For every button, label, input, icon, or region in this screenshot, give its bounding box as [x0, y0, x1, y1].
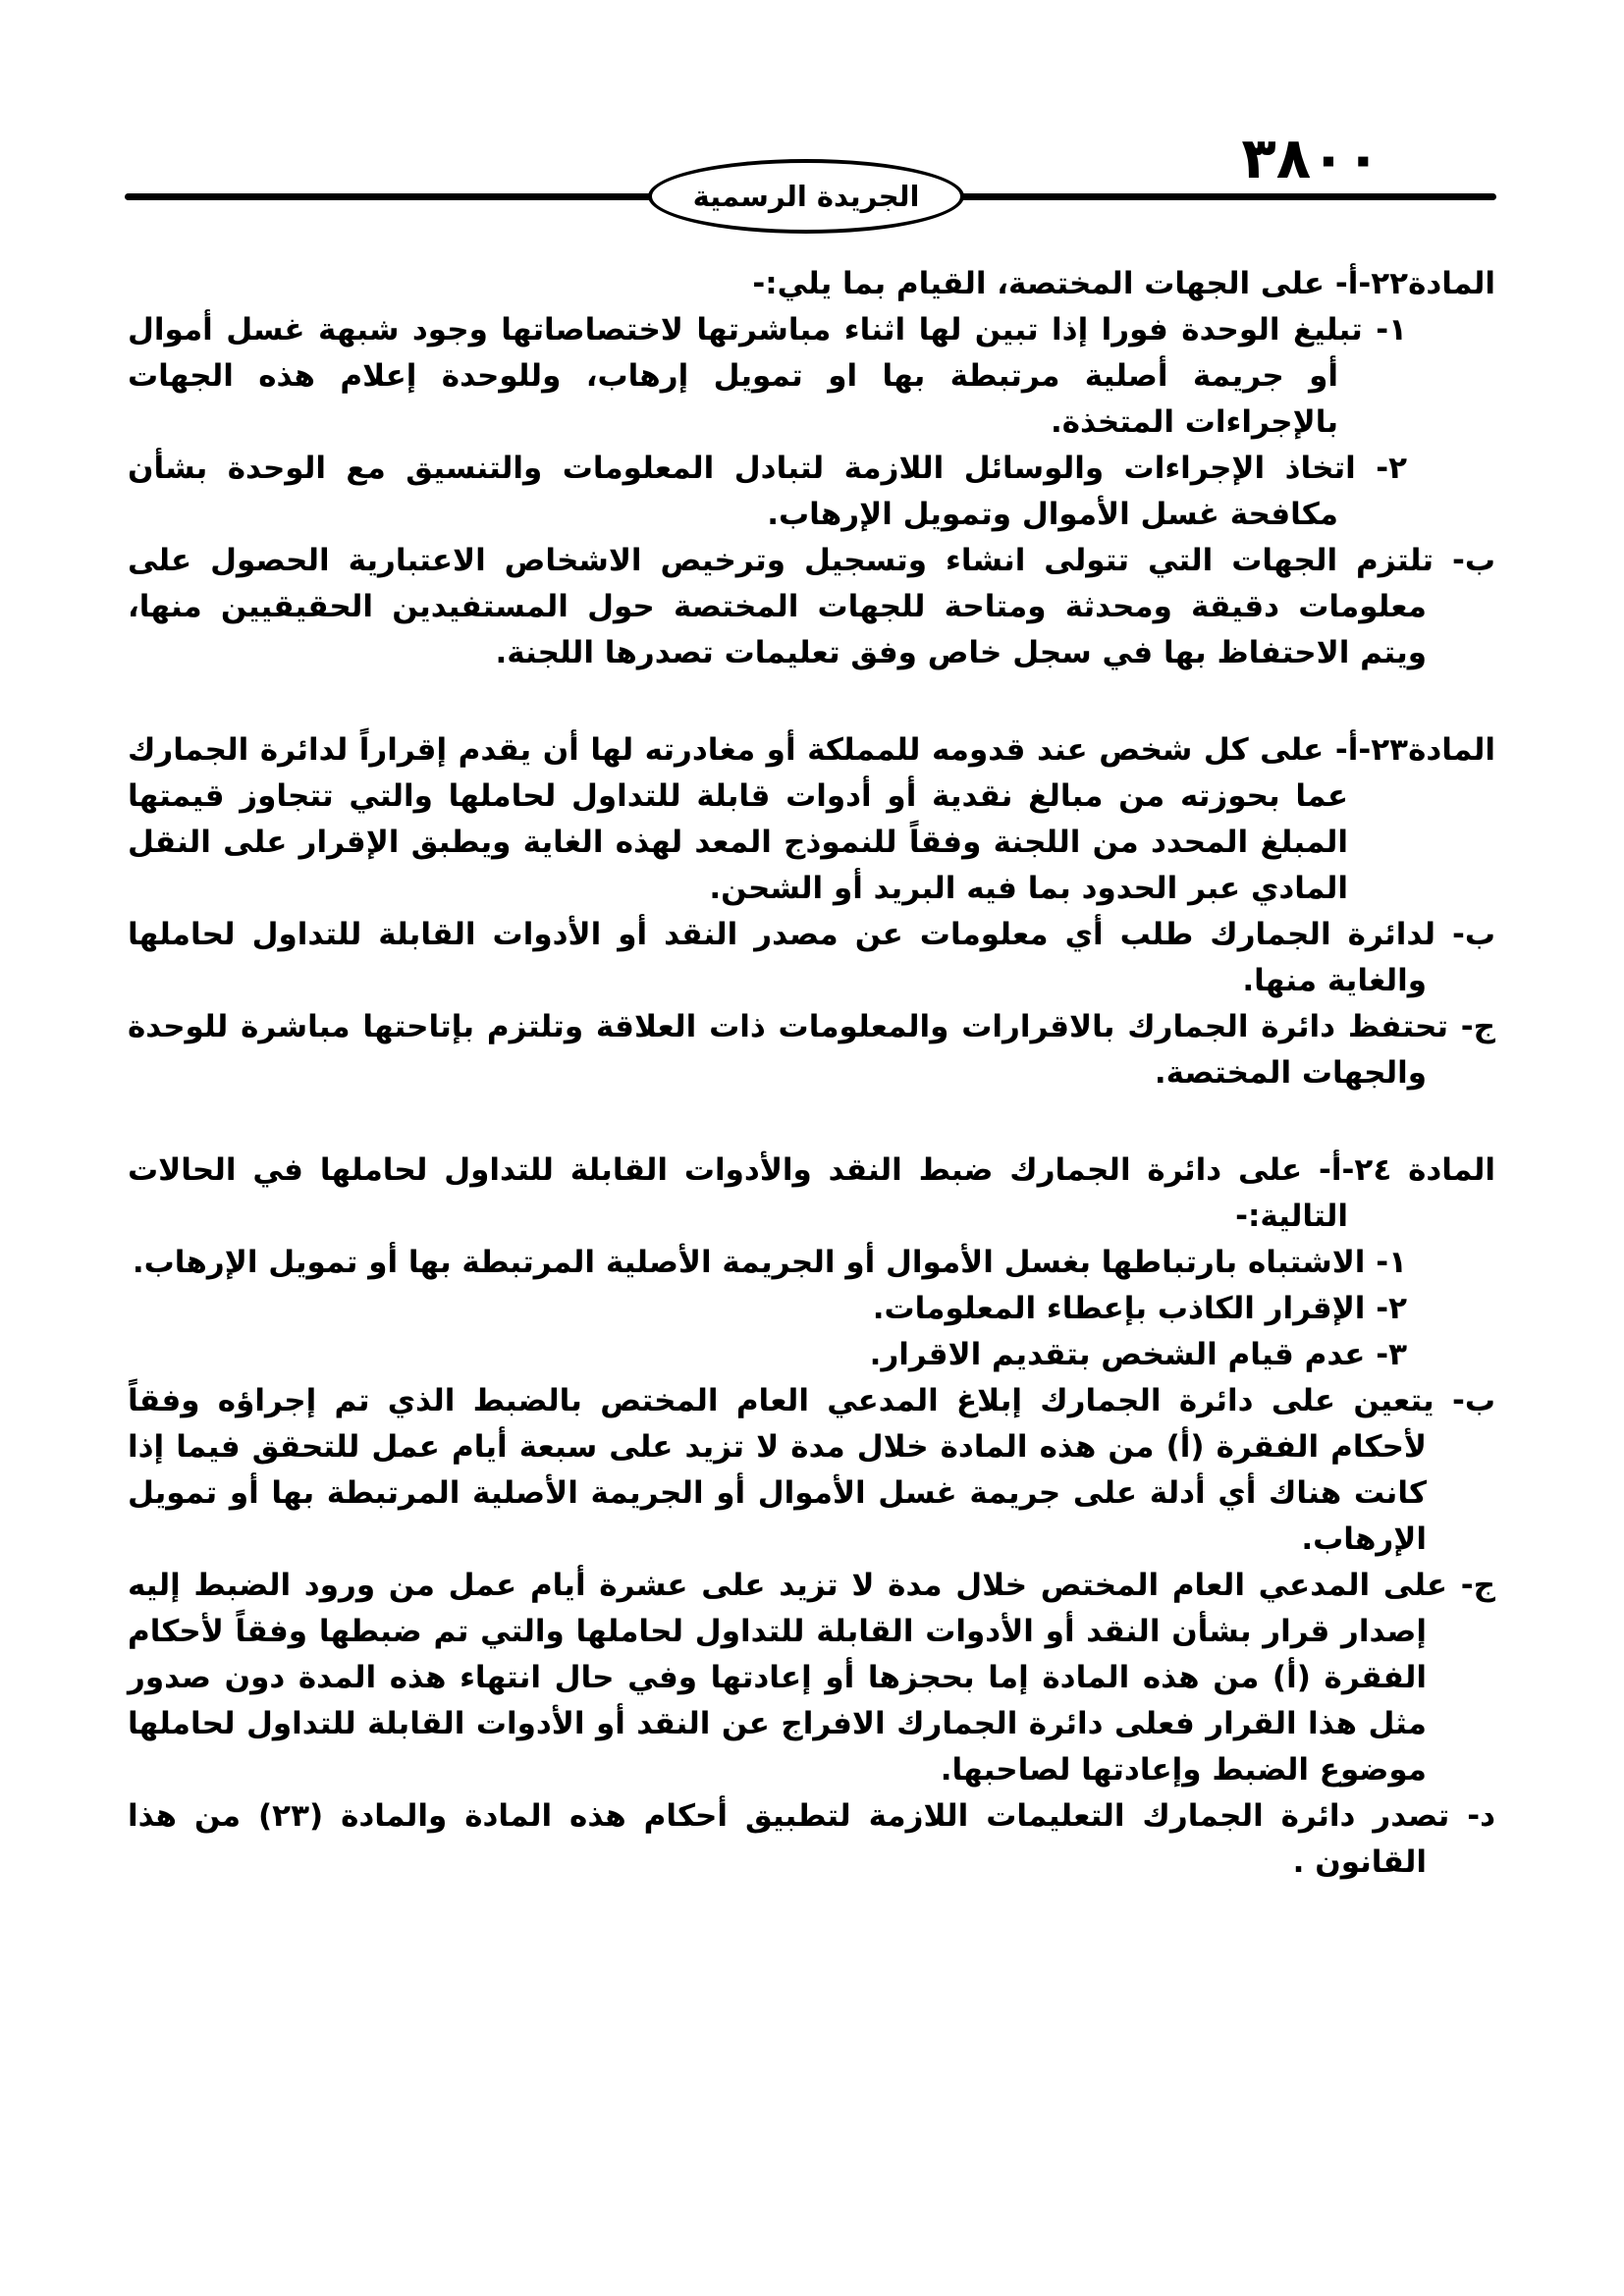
clause-text: على الجهات المختصة، القيام بما يلي:- [752, 266, 1335, 301]
clause-text: تبليغ الوحدة فورا إذا تبين لها اثناء مباشرتها لاختصاصاتها وجود شبهة غسل أموال أو جريمة أصلية مرتبطة بها او تمويل إرهاب، وللوحدة إعلام هذه الجهات بالإجراءات المتخذة. [128, 312, 1377, 440]
clause-label: ٢- [1376, 451, 1407, 486]
clause-text: على المدعي العام المختص خلال مدة لا تزيد على عشرة أيام عمل من ورود الضبط إليه إصدار قرار بشأن النقد أو الأدوات القابلة للتداول لحاملها والتي تم ضبطها وفقاً لأحكام الفقرة (أ) من هذه المادة إما بحجزها أو إعادتها وفي حال انتهاء هذه المدة دون صدور مثل هذا القرار فعلى دائرة الجمارك الافراج عن النقد أو الأدوات القابلة للتداول لحاملها موضوع الضبط وإعادتها لصاحبها. [128, 1568, 1461, 1788]
clause [128, 446, 1495, 538]
clause [128, 727, 1495, 912]
clause-label: المادة٢٢-أ- [1334, 266, 1495, 301]
clause-text: على كل شخص عند قدومه للمملكة أو مغادرته لها أن يقدم إقراراً لدائرة الجمارك عما بحوزته من مبالغ نقدية أو أدوات قابلة للتداول لحاملها والتي تتجاوز قيمتها المبلغ المحدد من اللجنة وفقاً للنموذج المعد لهذه الغاية ويطبق الإقرار على النقل المادي عبر الحدود بما فيه البريد أو الشحن. [128, 732, 1348, 906]
clause [128, 1148, 1495, 1240]
clause-label: ب- [1451, 1383, 1495, 1418]
clause-text: على دائرة الجمارك ضبط النقد والأدوات القابلة للتداول لحاملها في الحالات التالية:- [128, 1152, 1348, 1234]
clause-label: ١- [1376, 312, 1407, 347]
clause-label: ٢- [1376, 1291, 1407, 1326]
clause-text: يتعين على دائرة الجمارك إبلاغ المدعي العام المختص بالضبط الذي تم إجراؤه وفقاً لأحكام الفقرة (أ) من هذه المادة خلال مدة لا تزيد على سبعة أيام عمل للتحقق فيما إذا كانت هناك أي أدلة على جريمة غسل الأموال أو الجريمة الأصلية المرتبطة بها أو تمويل الإرهاب. [128, 1383, 1452, 1557]
clause-text: تحتفظ دائرة الجمارك بالاقرارات والمعلومات ذات العلاقة وتلتزم بإتاحتها مباشرة للوحدة والجهات المختصة. [128, 1009, 1461, 1091]
clause [128, 261, 1495, 307]
clause-text: الإقرار الكاذب بإعطاء المعلومات. [872, 1291, 1377, 1326]
clause [128, 307, 1495, 446]
page-number: ٣٨٠٠ [1241, 125, 1380, 191]
document-body [128, 261, 1495, 1886]
clause [128, 538, 1495, 676]
clause-text: عدم قيام الشخص بتقديم الاقرار. [869, 1337, 1377, 1372]
clause [128, 1004, 1495, 1096]
clause [128, 1563, 1495, 1793]
clause-label: د- [1467, 1798, 1495, 1834]
clause-label: ب- [1451, 917, 1495, 952]
clause [128, 912, 1495, 1004]
clause [128, 1793, 1495, 1886]
clause-label: المادة٢٣-أ- [1334, 732, 1495, 768]
clause [128, 1286, 1495, 1332]
clause-text: تصدر دائرة الجمارك التعليمات اللازمة لتطبيق أحكام هذه المادة والمادة (٢٣) من هذا القانون . [128, 1798, 1468, 1880]
clause-label: ج- [1460, 1568, 1495, 1603]
clause-text: لدائرة الجمارك طلب أي معلومات عن مصدر النقد أو الأدوات القابلة للتداول لحاملها والغاية منها. [128, 917, 1452, 998]
gazette-badge-label: الجريدة الرسمية [692, 180, 920, 213]
clause-text: تلتزم الجهات التي تتولى انشاء وتسجيل وترخيص الاشخاص الاعتبارية الحصول على معلومات دقيقة ومحدثة ومتاحة للجهات المختصة حول المستفيدين الحقيقيين منها، ويتم الاحتفاظ بها في سجل خاص وفق تعليمات تصدرها اللجنة. [128, 543, 1452, 670]
clause-label: ج- [1460, 1009, 1495, 1044]
clause-text: الاشتباه بارتباطها بغسل الأموال أو الجريمة الأصلية المرتبطة بها أو تمويل الإرهاب. [132, 1245, 1377, 1280]
clause-label: ٣- [1376, 1337, 1407, 1372]
clause [128, 1378, 1495, 1563]
clause [128, 1332, 1495, 1378]
gazette-badge [648, 159, 964, 234]
clause [128, 1240, 1495, 1286]
clause-label: ب- [1451, 543, 1495, 578]
clause-label: المادة ٢٤-أ- [1319, 1152, 1495, 1188]
clause-label: ١- [1376, 1245, 1407, 1280]
clause-text: اتخاذ الإجراءات والوسائل اللازمة لتبادل المعلومات والتنسيق مع الوحدة بشأن مكافحة غسل الأموال وتمويل الإرهاب. [128, 451, 1377, 532]
page-header [0, 0, 1624, 255]
